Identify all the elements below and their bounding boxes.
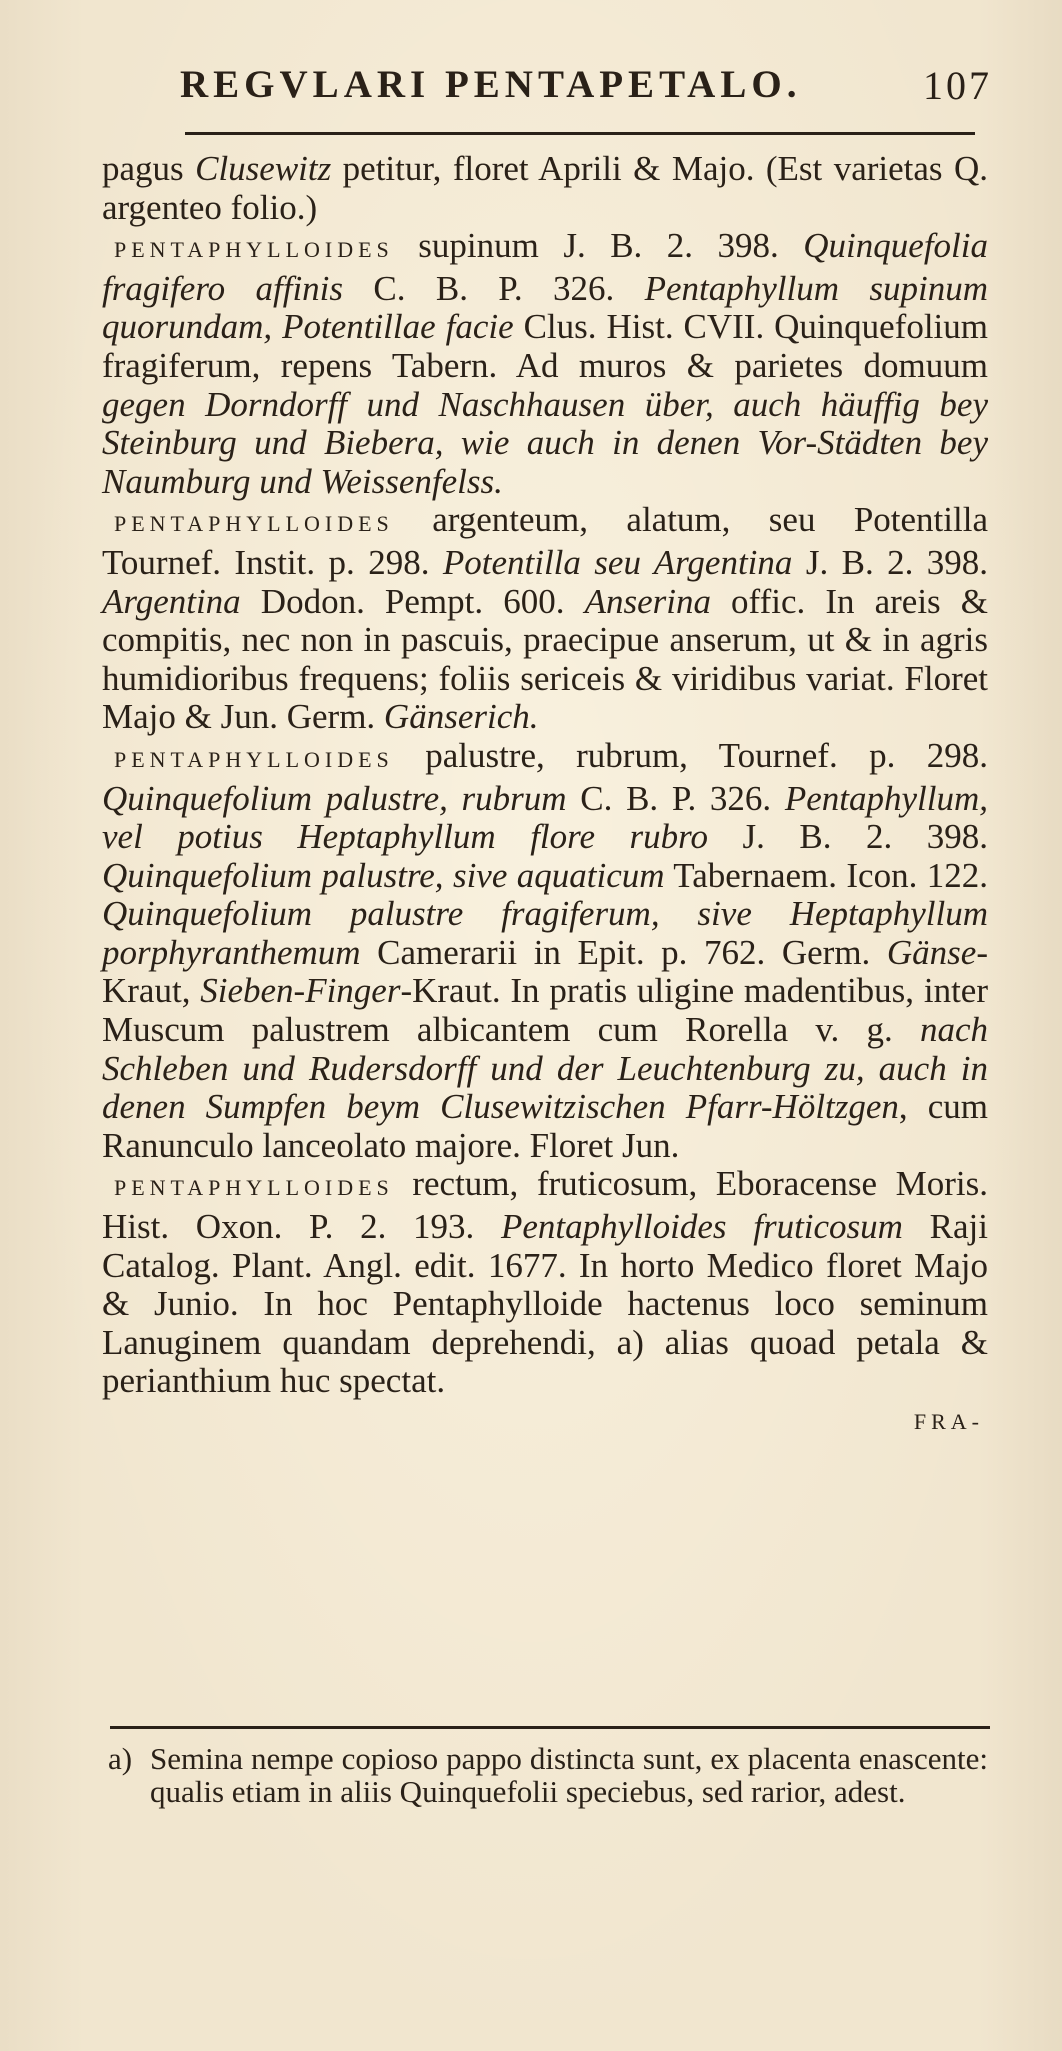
text-run: Dodon. Pempt. 600.	[240, 581, 585, 621]
text-run: J. B. 2. 398.	[707, 817, 988, 857]
italic-run: Gänse	[886, 932, 977, 972]
text-run: -Kraut,	[102, 932, 988, 1011]
catchword: FRA-	[913, 1409, 984, 1434]
running-head: REGVLARI PENTAPETALO.	[180, 63, 802, 106]
italic-run: Quinquefolium palustre, sive aquaticum	[102, 855, 665, 895]
italic-run: Pentaphyllum supinum quorundam, Potentillae facie	[102, 268, 988, 347]
text-run: Tabernaem. Icon. 122.	[664, 855, 988, 895]
italic-run: nach Schleben und Rudersdorff und der Leuchtenburg zu, auch in denen Sumpfen beym Clusewitzischen Pfarr-Höltzgen	[102, 1010, 988, 1127]
text-run: offic. In areis & compitis, nec non in pascuis, praecipue anserum, ut & in agris humidioribus frequens; foliis sericeis & viridibus variat. Floret Majo & Jun. Germ.	[102, 581, 988, 737]
entry-pentaphylloides-supinum	[102, 227, 988, 501]
text-run: petitur, floret Aprili & Majo. (Est varietas Q. argenteo folio.)	[102, 149, 988, 227]
footnote-mark: a)	[108, 1741, 133, 1776]
text-run: rectum, fruticosum, Eboracense Moris. Hist. Oxon. P. 2. 193.	[102, 1164, 988, 1247]
text-run: , cum Ranunculo lanceolato majore. Floret Jun.	[102, 1087, 988, 1165]
text-run: C. B. P. 326.	[343, 268, 645, 308]
italic-run: Gänserich.	[383, 697, 539, 737]
text-run: Clus. Hist. CVII. Quinquefolium fragiferum, repens Tabern. Ad muros & parietes domuum	[102, 307, 989, 385]
footnote	[108, 1742, 988, 1808]
italic-run: Argentina	[102, 581, 241, 621]
page-number: 107	[923, 63, 992, 108]
paragraph-continuation	[102, 150, 988, 227]
footnote-text: Semina nempe copioso pappo distincta sunt, ex placenta enascente: qualis etiam in aliis Quinquefolii speciebus, sed rarior, adest.	[150, 1741, 988, 1809]
italic-run: Clusewitz	[195, 149, 332, 188]
text-run: supinum J. B. 2. 398.	[393, 226, 804, 266]
text-run: Raji Catalog. Plant. Angl. edit. 1677. In horto Medico floret Majo & Junio. In hoc Pentaphylloide hactenus loco seminum Lanuginem quandam deprehendi, a) alias quoad petala & perianthium huc spectat.	[102, 1207, 988, 1401]
body-text	[102, 150, 988, 1439]
header-rule	[185, 132, 975, 135]
italic-run: Potentilla seu Argentina	[442, 542, 793, 582]
italic-run: Anserina	[584, 581, 711, 621]
small-caps-run: PENTAPHYLLOIDES	[114, 1175, 394, 1201]
small-caps-run: PENTAPHYLLOIDES	[114, 746, 394, 772]
text-run: J. B. 2. 398.	[792, 542, 989, 582]
text-run: -Kraut. In pratis uligine madentibus, inter Muscum palustrem albicantem cum Rorella v. g.	[102, 971, 988, 1050]
italic-run: gegen Dorndorff und Naschhausen über, auch häuffig bey Steinburg und Biebera, wie auch in denen Vor-Städten bey Naumburg und Weissenfelss.	[102, 384, 988, 501]
entry-pentaphylloides-argenteum	[102, 501, 988, 737]
text-run: pagus	[102, 149, 196, 188]
italic-run: Quinquefolium palustre fragiferum, sive Heptaphyllum porphyranthemum	[102, 894, 988, 972]
footnote-rule	[110, 1726, 990, 1729]
small-caps-run: PENTAPHYLLOIDES	[114, 511, 394, 537]
italic-run: Pentaphylloides fruticosum	[501, 1207, 903, 1247]
text-run: Camerarii in Epit. p. 762. Germ.	[360, 932, 887, 972]
italic-run: Sieben-Finger	[200, 971, 401, 1011]
text-run: argenteum, alatum, seu Potentilla Tournef. Instit. p. 298.	[102, 500, 988, 582]
entry-pentaphylloides-palustre	[102, 737, 988, 1166]
italic-run: Pentaphyllum, vel potius Heptaphyllum flore rubro	[102, 778, 988, 857]
italic-run: Quinquefolium palustre, rubrum	[102, 778, 567, 818]
small-caps-run: PENTAPHYLLOIDES	[114, 237, 394, 263]
text-run: C. B. P. 326.	[566, 778, 785, 818]
text-run: palustre, rubrum, Tournef. p. 298.	[393, 735, 988, 775]
italic-run: Quinquefolia fragifero affinis	[102, 226, 988, 308]
page-header	[180, 62, 1010, 122]
entry-pentaphylloides-rectum	[102, 1165, 988, 1401]
